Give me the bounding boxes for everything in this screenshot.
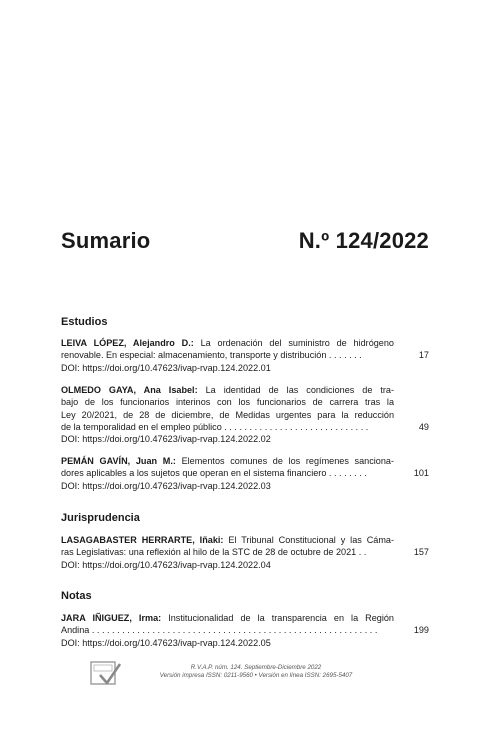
entry-page-number: 157 xyxy=(413,547,429,558)
toc-entry[interactable] xyxy=(61,384,429,445)
entry-line: Ley 20/2021, de 28 de diciembre, de Medidas urgentes para la reducción xyxy=(61,409,394,420)
entry-doi[interactable]: DOI: https://doi.org/10.47623/ivap-rvap.124.2022.04 xyxy=(61,559,271,570)
entry-author: PEMÁN GAVÍN, Juan M.: xyxy=(61,456,176,466)
section-title-estudios: Estudios xyxy=(61,316,108,328)
entry-author: LEIVA LÓPEZ, Alejandro D.: xyxy=(61,338,194,348)
footer-journal-info: R.V.A.P. núm. 124. Septiembre-Diciembre 2022 xyxy=(190,664,322,671)
entry-doi[interactable]: DOI: https://doi.org/10.47623/ivap-rvap.124.2022.01 xyxy=(61,362,271,373)
entry-line: bajo de los funcionarios interinos con los funcionarios de carrera tras la xyxy=(61,397,394,408)
entry-line: ras Legislativas: una reflexión al hilo de la STC de 28 de octubre de 2021 . . xyxy=(61,547,367,558)
toc-entry[interactable] xyxy=(61,612,429,649)
entry-page-number: 17 xyxy=(418,350,429,361)
entry-line: renovable. En especial: almacenamiento, transporte y distribución . . . . . . . xyxy=(61,350,362,361)
entry-author: LASAGABASTER HERRARTE, Iñaki: xyxy=(61,535,224,545)
footer-issn: Versión impresa ISSN: 0211-9560 • Versión en línea ISSN: 2695-5407 xyxy=(159,672,353,680)
entry-line: LASAGABASTER HERRARTE, Iñaki: El Tribunal Constitucional y las Cáma- xyxy=(61,535,394,545)
entry-line: dores aplicables a los sujetos que operan en el sistema financiero . . . . . . . . xyxy=(61,468,367,479)
toc-entry[interactable] xyxy=(61,455,429,492)
entry-page-number: 49 xyxy=(418,421,429,432)
entry-doi[interactable]: DOI: https://doi.org/10.47623/ivap-rvap.124.2022.02 xyxy=(61,434,271,445)
toc-entry[interactable] xyxy=(61,337,429,374)
entry-doi[interactable]: DOI: https://doi.org/10.47623/ivap-rvap.124.2022.03 xyxy=(61,480,271,491)
entry-page-number: 101 xyxy=(413,468,429,479)
entry-author: OLMEDO GAYA, Ana Isabel: xyxy=(61,385,198,395)
entry-line: JARA IÑIGUEZ, Irma: Institucionalidad de la transparencia en la Región xyxy=(61,613,394,623)
page-footer xyxy=(131,664,381,681)
page-header xyxy=(61,228,429,262)
entry-line: LEIVA LÓPEZ, Alejandro D.: La ordenación del suministro de hidrógeno xyxy=(61,338,394,348)
entry-page-number: 199 xyxy=(413,625,429,636)
page-title: Sumario xyxy=(61,228,151,253)
entry-doi[interactable]: DOI: https://doi.org/10.47623/ivap-rvap.124.2022.05 xyxy=(61,637,271,648)
entry-line: PEMÁN GAVÍN, Juan M.: Elementos comunes de los regímenes sanciona- xyxy=(61,456,394,466)
publisher-logo-icon xyxy=(90,659,122,687)
section-title-notas: Notas xyxy=(61,590,92,602)
entry-line: OLMEDO GAYA, Ana Isabel: La identidad de las condiciones de tra- xyxy=(61,385,394,395)
section-title-jurisprudencia: Jurisprudencia xyxy=(61,512,140,524)
entry-line: de la temporalidad en el empleo público . . . . . . . . . . . . . . . . . . . . . . . . . . . . . xyxy=(61,421,369,432)
entry-line: Andina . . . . . . . . . . . . . . . . . . . . . . . . . . . . . . . . . . . . . . . . . . . . . . . . . . . . . . . . . xyxy=(61,625,378,636)
issue-number: N.º 124/2022 xyxy=(298,228,429,253)
entry-author: JARA IÑIGUEZ, Irma: xyxy=(61,613,162,623)
toc-entry[interactable] xyxy=(61,534,429,571)
